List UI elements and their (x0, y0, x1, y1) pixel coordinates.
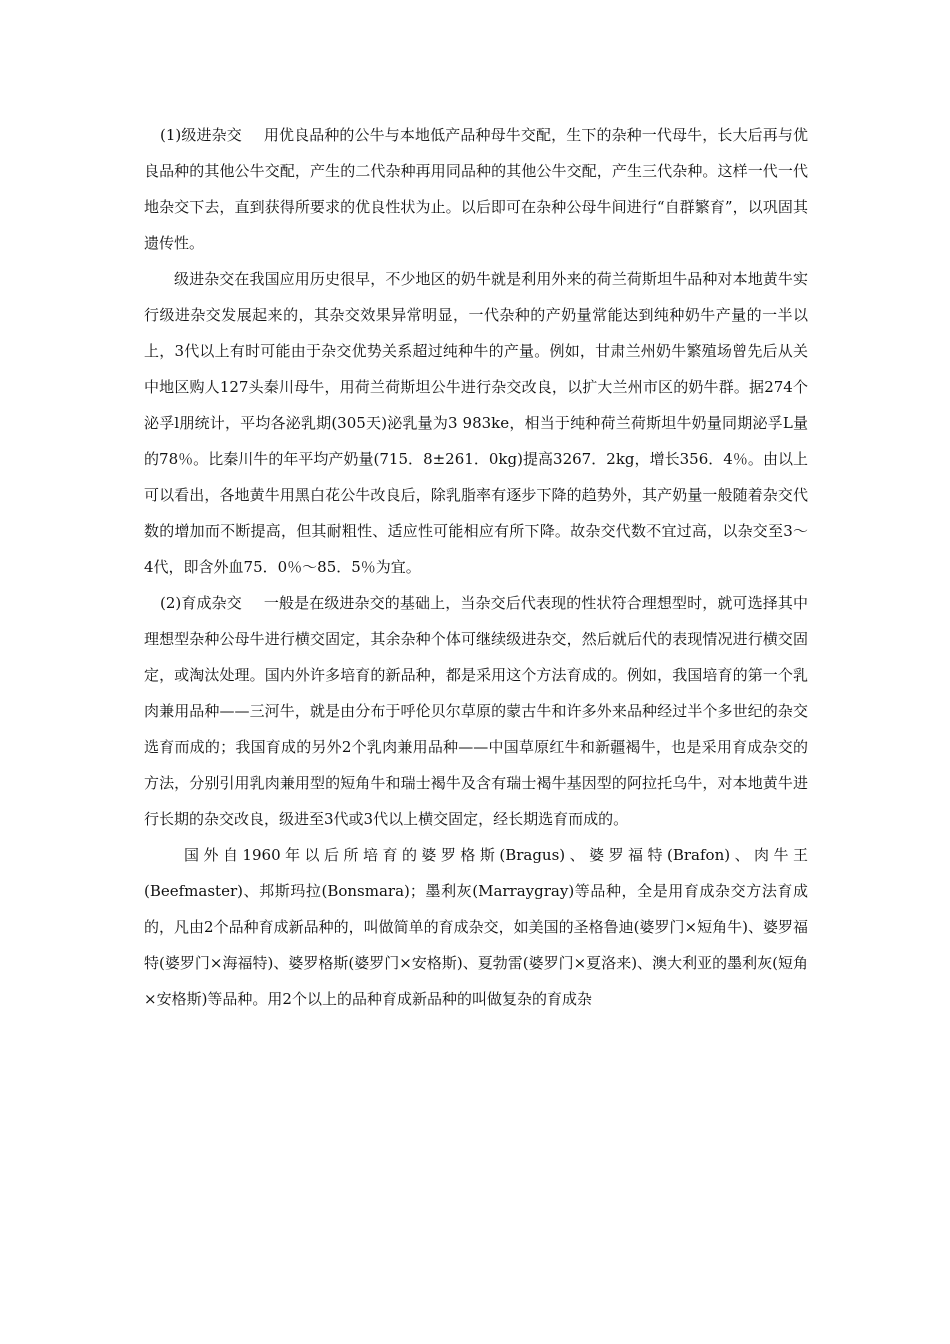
paragraph-grading-cross (144, 117, 808, 261)
paragraph-foreign-breeds (144, 837, 808, 1017)
paragraph-formation-cross (144, 585, 808, 837)
section-term-grading-cross: (1)级进杂交 (160, 126, 242, 144)
paragraph-grading-history (144, 261, 808, 585)
paragraph-text: 用优良品种的公牛与本地低产品种母牛交配，生下的杂种一代母牛，长大后再与优良品种的其他公牛交配，产生的二代杂种再用同品种的其他公牛交配，产生三代杂种。这样一代一代地杂交下去，直到获得所要求的优良性状为止。以后即可在杂种公母牛间进行“自群繁育”，以巩固其遗传性。 (144, 126, 808, 252)
paragraph-text: 国外自1960年以后所培育的婆罗格斯(Bragus)、婆罗福特(Brafon)、肉牛王(Beefmaster)、邦斯玛拉(Bonsmara)；墨利灰(Marraygray)等品种，全是用育成杂交方法育成的，凡由2个品种育成新品种的，叫做简单的育成杂交，如美国的圣格鲁迪(婆罗门×短角牛)、婆罗福特(婆罗门×海福特)、婆罗格斯(婆罗门×安格斯)、夏勃雷(婆罗门×夏洛来)、澳大利亚的墨利灰(短角×安格斯)等品种。用2个以上的品种育成新品种的叫做复杂的育成杂 (144, 846, 808, 1008)
section-term-formation-cross: (2)育成杂交 (160, 594, 242, 612)
document-body (144, 117, 808, 1017)
paragraph-text: 一般是在级进杂交的基础上，当杂交后代表现的性状符合理想型时，就可选择其中理想型杂种公母牛进行横交固定，其余杂种个体可继续级进杂交，然后就后代的表现情况进行横交固定，或淘汰处理。国内外许多培育的新品种，都是采用这个方法育成的。例如，我国培育的第一个乳肉兼用品种——三河牛，就是由分布于呼伦贝尔草原的蒙古牛和许多外来品种经过半个多世纪的杂交选育而成的；我国育成的另外2个乳肉兼用品种——中国草原红牛和新疆褐牛，也是采用育成杂交的方法，分别引用乳肉兼用型的短角牛和瑞士褐牛及含有瑞士褐牛基因型的阿拉托乌牛，对本地黄牛进行长期的杂交改良，级进至3代或3代以上横交固定，经长期选育而成的。 (144, 594, 808, 828)
paragraph-text: 级进杂交在我国应用历史很早，不少地区的奶牛就是利用外来的荷兰荷斯坦牛品种对本地黄牛实行级进杂交发展起来的，其杂交效果异常明显，一代杂种的产奶量常能达到纯种奶牛产量的一半以上，3代以上有时可能由于杂交优势关系超过纯种牛的产量。例如，甘肃兰州奶牛繁殖场曾先后从关中地区购人127头秦川母牛，用荷兰荷斯坦公牛进行杂交改良，以扩大兰州市区的奶牛群。据274个泌孚l朋统计，平均各泌乳期(305天)泌乳量为3 983ke，相当于纯种荷兰荷斯坦牛奶量同期泌孚L量的78％。比秦川牛的年平均产奶量(715．8±261．0kg)提高3267．2kg，增长356．4％。由以上可以看出，各地黄牛用黑白花公牛改良后，除乳脂率有逐步下降的趋势外，其产奶量一般随着杂交代数的增加而不断提高，但其耐粗性、适应性可能相应有所下降。故杂交代数不宜过高，以杂交至3～4代，即含外血75．0％～85．5％为宜。 (144, 270, 808, 576)
